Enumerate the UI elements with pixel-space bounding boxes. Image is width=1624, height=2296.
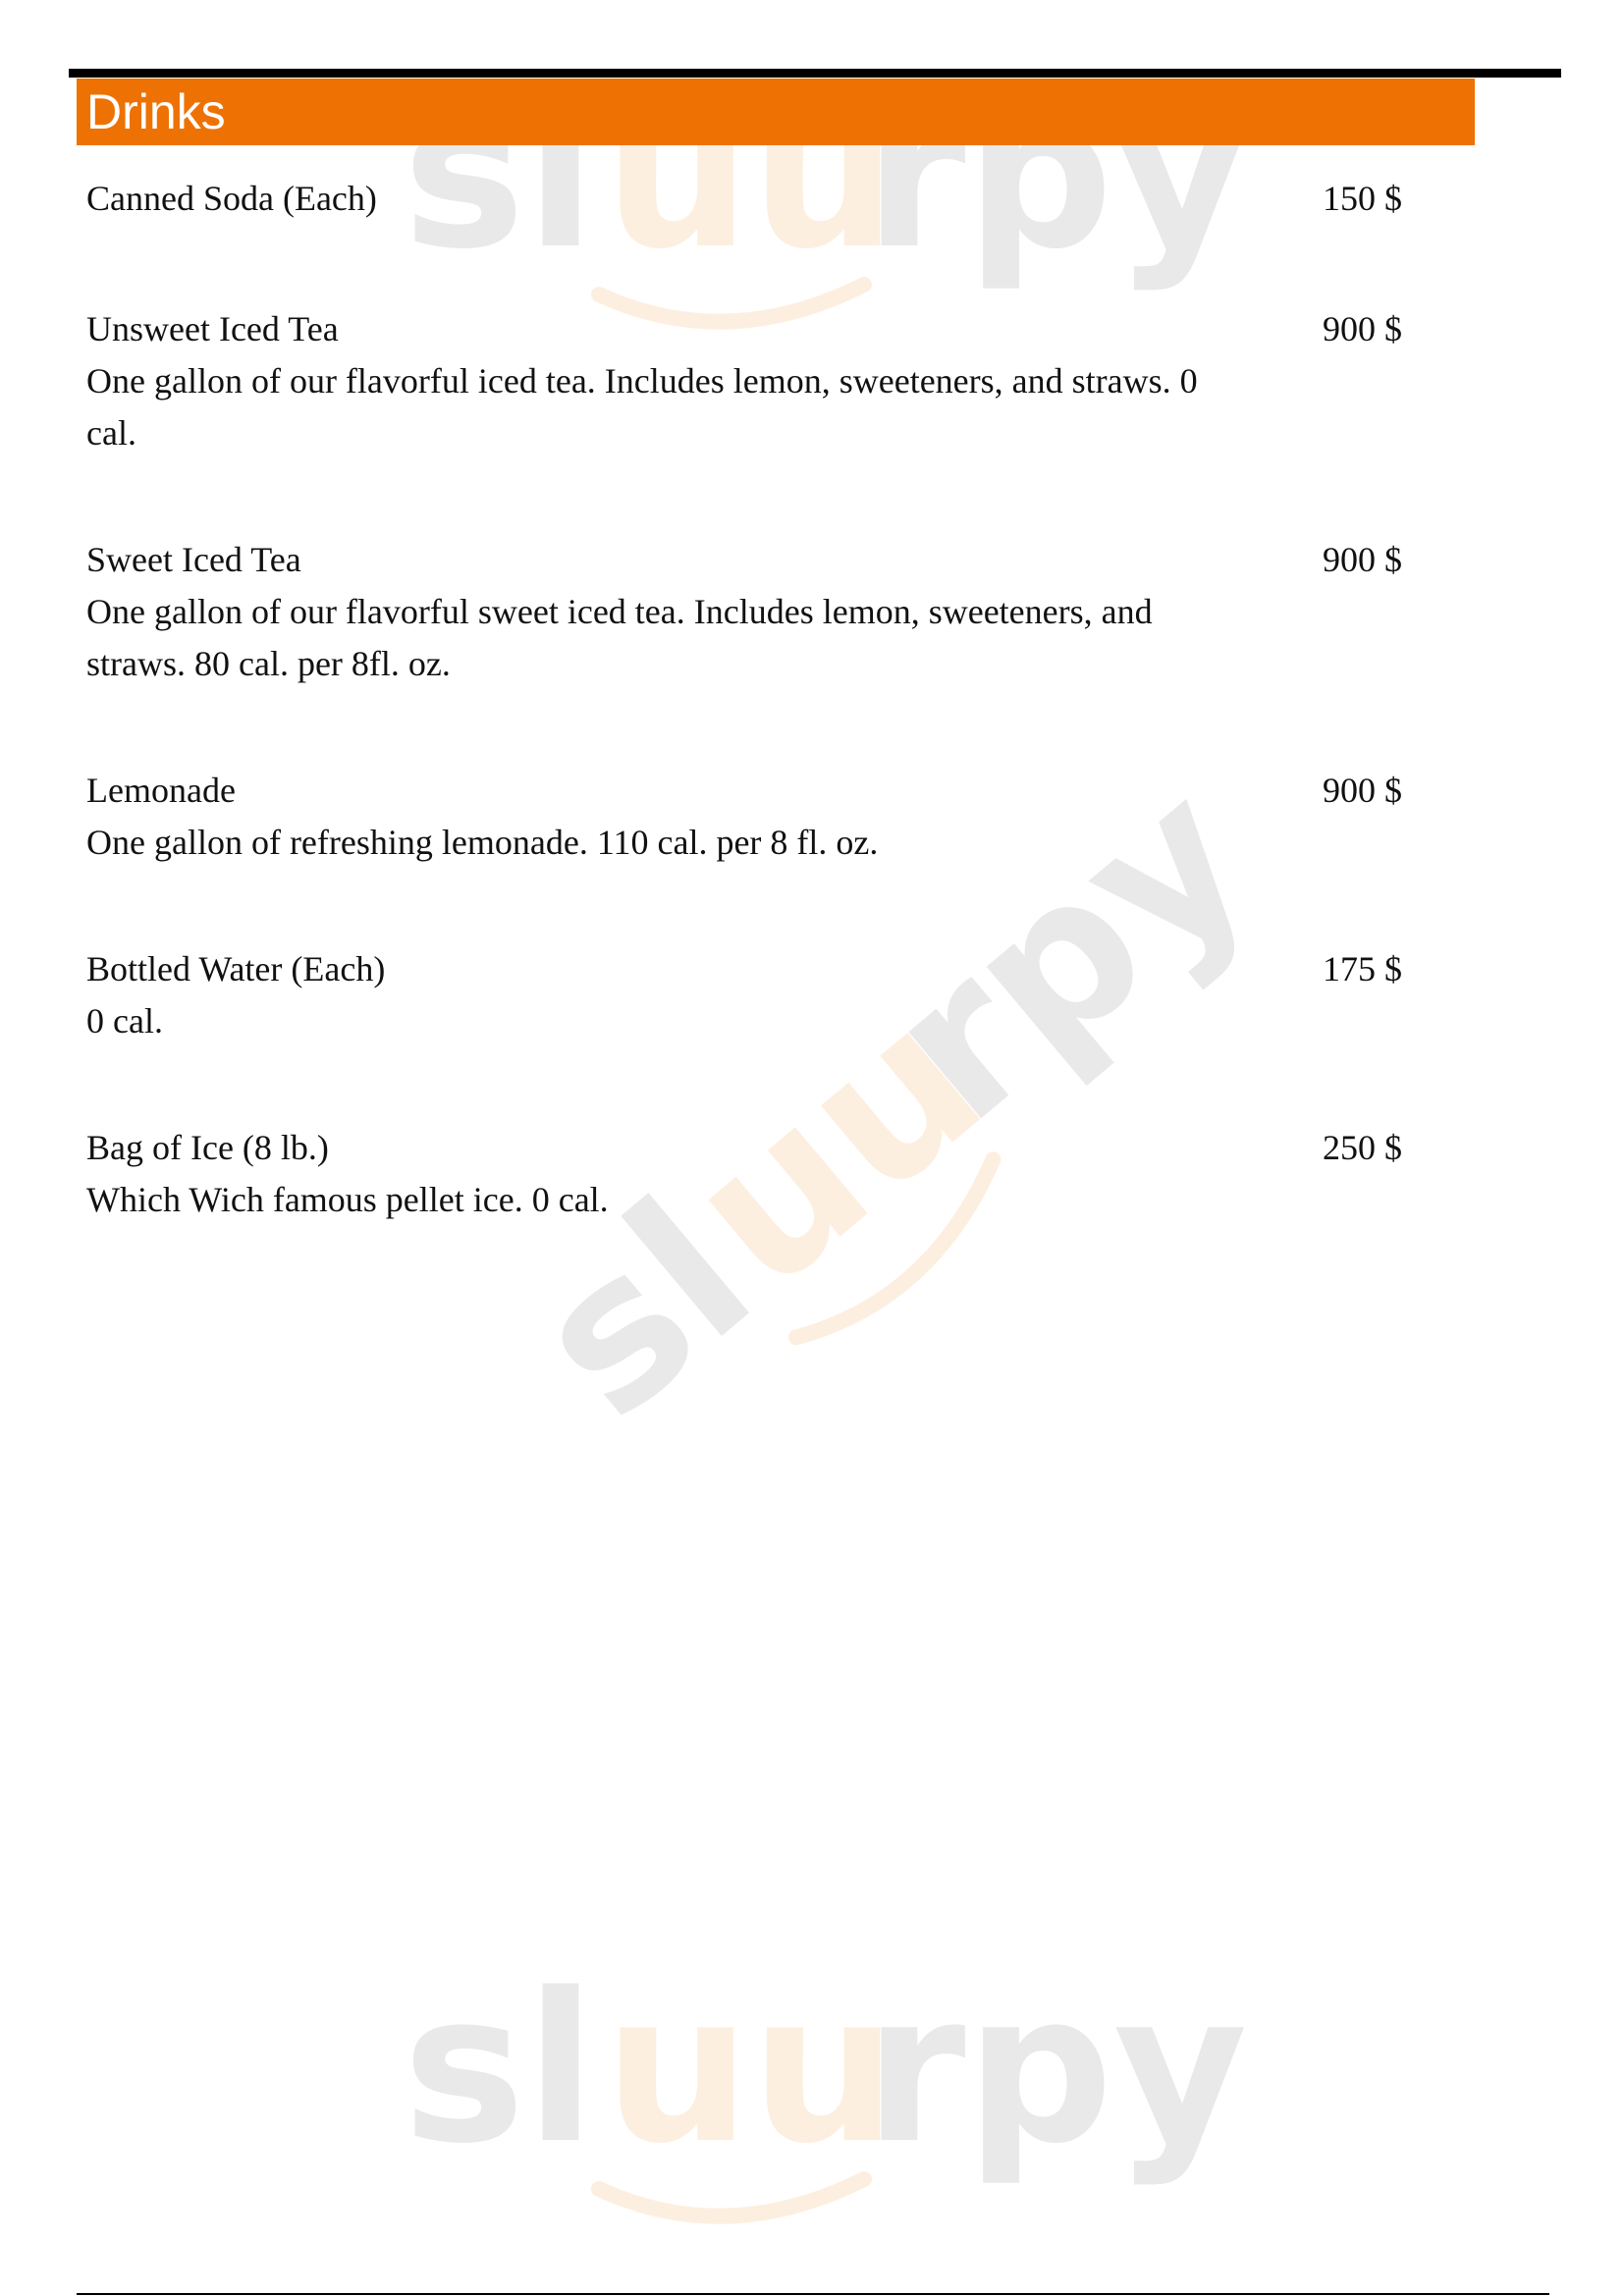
sluurpy-watermark-logo-bottom <box>403 1949 1248 2248</box>
item-description: One gallon of our flavorful iced tea. Includes lemon, sweeteners, and straws. 0 cal. <box>86 361 1198 453</box>
item-description: One gallon of our flavorful sweet iced tea. Includes lemon, sweeteners, and straws. 80 cal. per 8fl. oz. <box>86 592 1153 683</box>
menu-item <box>86 1122 1402 1226</box>
item-price: 250 $ <box>1323 1128 1402 1167</box>
item-name: Lemonade <box>86 771 236 810</box>
item-name: Canned Soda (Each) <box>86 179 377 218</box>
svg-text:sl: sl <box>403 54 596 294</box>
item-name: Bag of Ice (8 lb.) <box>86 1128 329 1167</box>
item-description: Which Wich famous pellet ice. 0 cal. <box>86 1180 609 1219</box>
item-price: 900 $ <box>1323 540 1402 579</box>
menu-item <box>86 765 1402 869</box>
bottom-divider <box>77 2293 1549 2295</box>
item-name: Bottled Water (Each) <box>86 949 386 988</box>
item-name: Sweet Iced Tea <box>86 540 301 579</box>
svg-text:sl: sl <box>403 1949 596 2189</box>
section-title: Drinks <box>86 84 226 139</box>
item-price: 900 $ <box>1323 309 1402 348</box>
svg-text:uu: uu <box>604 54 898 294</box>
item-description: One gallon of refreshing lemonade. 110 cal. per 8 fl. oz. <box>86 823 879 862</box>
menu-list <box>86 173 1402 1226</box>
svg-text:sl: sl <box>491 1154 794 1464</box>
item-name: Unsweet Iced Tea <box>86 309 339 348</box>
item-price: 175 $ <box>1323 949 1402 988</box>
svg-text:rpy: rpy <box>844 736 1294 1167</box>
item-price: 900 $ <box>1323 771 1402 810</box>
menu-item <box>86 943 1402 1047</box>
item-price: 150 $ <box>1323 179 1402 218</box>
menu-item <box>86 303 1402 459</box>
menu-item <box>86 534 1402 690</box>
svg-text:rpy: rpy <box>864 1949 1248 2189</box>
section-header <box>77 79 1475 145</box>
svg-text:uu: uu <box>604 1949 898 2189</box>
top-divider <box>69 69 1561 78</box>
item-description: 0 cal. <box>86 1001 163 1041</box>
svg-text:uu: uu <box>645 961 1025 1335</box>
menu-item <box>86 173 1402 225</box>
svg-text:rpy: rpy <box>864 54 1248 294</box>
